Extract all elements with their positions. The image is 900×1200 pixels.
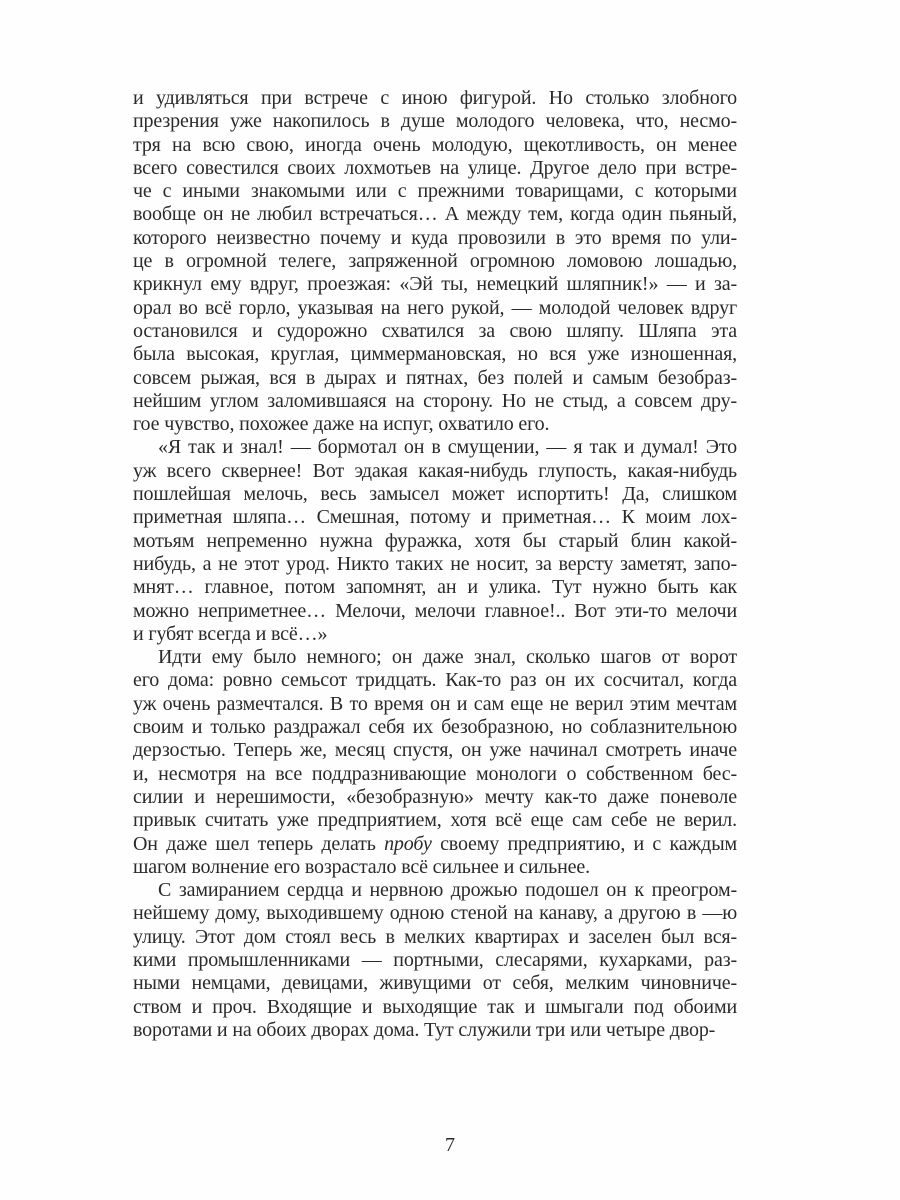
- text-line: шагом волнение его возрастало всё сильнее и сильнее.: [133, 855, 590, 878]
- text-line: своим и только раздражал себя их безобразною, но соблазнительною: [133, 716, 737, 739]
- text-line: мнят… главное, потом запомнят, ан и улика. Тут нужно быть как: [133, 576, 737, 599]
- text-segment: своему предприятию, и с каждым: [431, 832, 737, 855]
- text-line: нибудь, а не этот урод. Никто таких не носит, за версту заметят, запо-: [133, 552, 737, 575]
- text-line: и губят всегда и всё…»: [133, 622, 328, 645]
- text-line: можно неприметнее… Мелочи, мелочи главное!.. Вот эти-то мелочи: [133, 599, 737, 622]
- text-line: приметная шляпа… Смешная, потому и приметная… К моим лох-: [133, 506, 737, 529]
- text-line: гое чувство, похожее даже на испуг, охватило его.: [133, 413, 550, 436]
- text-line: воротами и на обоих дворах дома. Тут служили три или четыре двор-: [133, 1018, 716, 1041]
- text-line: дерзостью. Теперь же, месяц спустя, он уже начинал смотреть иначе: [133, 739, 737, 762]
- text-line: Идти ему было немного; он даже знал, сколько шагов от ворот: [158, 646, 737, 669]
- text-line: мотьям непременно нужна фуражка, хотя бы старый блин какой-: [133, 529, 737, 552]
- text-line: всего совестился своих лохмотьев на улице. Другое дело при встре-: [133, 156, 737, 179]
- text-line: улицу. Этот дом стоял весь в мелких квартирах и заселен был вся-: [133, 925, 737, 948]
- text-line: которого неизвестно почему и куда провозили в это время по ули-: [133, 226, 737, 249]
- text-line: и удивляться при встрече с иною фигурой. Но столько злобного: [133, 87, 737, 109]
- text-line: его дома: ровно семьсот тридцать. Как-то раз он их сосчитал, когда: [133, 669, 737, 692]
- text-line: уж очень размечтался. В то время он и сам еще не верил этим мечтам: [133, 692, 737, 715]
- text-line: и, несмотря на все поддразнивающие монологи о собственном бес-: [133, 762, 737, 785]
- text-line: «Я так и знал! — бормотал он в смущении, — я так и думал! Это: [158, 436, 737, 459]
- text-line: совсем рыжая, вся в дырах и пятнах, без полей и самым безобраз-: [133, 366, 737, 389]
- text-line: ными немцами, девицами, живущими от себя, мелким чиновниче-: [133, 972, 737, 995]
- italic-text: пробу: [384, 832, 432, 855]
- text-line: орал во всё горло, указывая на него рукой, — молодой человек вдруг: [133, 296, 737, 319]
- text-line: це в огромной телеге, запряженной огромною ломовою лошадью,: [133, 250, 737, 273]
- text-line: остановился и судорожно схватился за свою шляпу. Шляпа эта: [133, 319, 737, 342]
- text-line: ством и проч. Входящие и выходящие так и шмыгали под обоими: [133, 995, 737, 1018]
- text-line: презрения уже накопилось в душе молодого человека, что, несмо-: [133, 110, 737, 133]
- text-line: че с иными знакомыми или с прежними товарищами, с которыми: [133, 180, 737, 203]
- paragraph: [133, 879, 737, 1042]
- body-text: [133, 87, 737, 1042]
- paragraph: [133, 87, 737, 436]
- paragraph: [133, 436, 737, 646]
- text-line: была высокая, круглая, циммермановская, но вся уже изношенная,: [133, 343, 737, 366]
- text-line: привык считать уже предприятием, хотя всё еще сам себе не верил.: [133, 809, 737, 832]
- text-line: силии и нерешимости, «безобразную» мечту как-то даже поневоле: [133, 785, 737, 808]
- text-line: кими промышленниками — портными, слесарями, кухарками, раз-: [133, 948, 737, 971]
- text-line: С замиранием сердца и нервною дрожью подошел он к преогром-: [158, 879, 737, 902]
- text-line: [133, 833, 737, 856]
- text-line: крикнул ему вдруг, проезжая: «Эй ты, немецкий шляпник!» — и за-: [133, 273, 737, 296]
- text-line: уж всего сквернее! Вот эдакая какая-нибудь глупость, какая-нибудь: [133, 459, 737, 482]
- text-line: нейшему дому, выходившему одною стеной на канаву, а другою в —ю: [133, 902, 737, 925]
- text-line: нейшим углом заломившаяся на сторону. Но не стыд, а совсем дру-: [133, 389, 737, 412]
- page-number: 7: [445, 1134, 455, 1156]
- text-line: пошлейшая мелочь, весь замысел может испортить! Да, слишком: [133, 483, 737, 506]
- text-line: вообще он не любил встречаться… А между тем, когда один пьяный,: [133, 203, 737, 226]
- text-segment: Он даже шел теперь делать: [133, 832, 385, 855]
- paragraph: [133, 646, 737, 879]
- text-line: тря на всю свою, иногда очень молодую, щекотливость, он менее: [133, 133, 737, 156]
